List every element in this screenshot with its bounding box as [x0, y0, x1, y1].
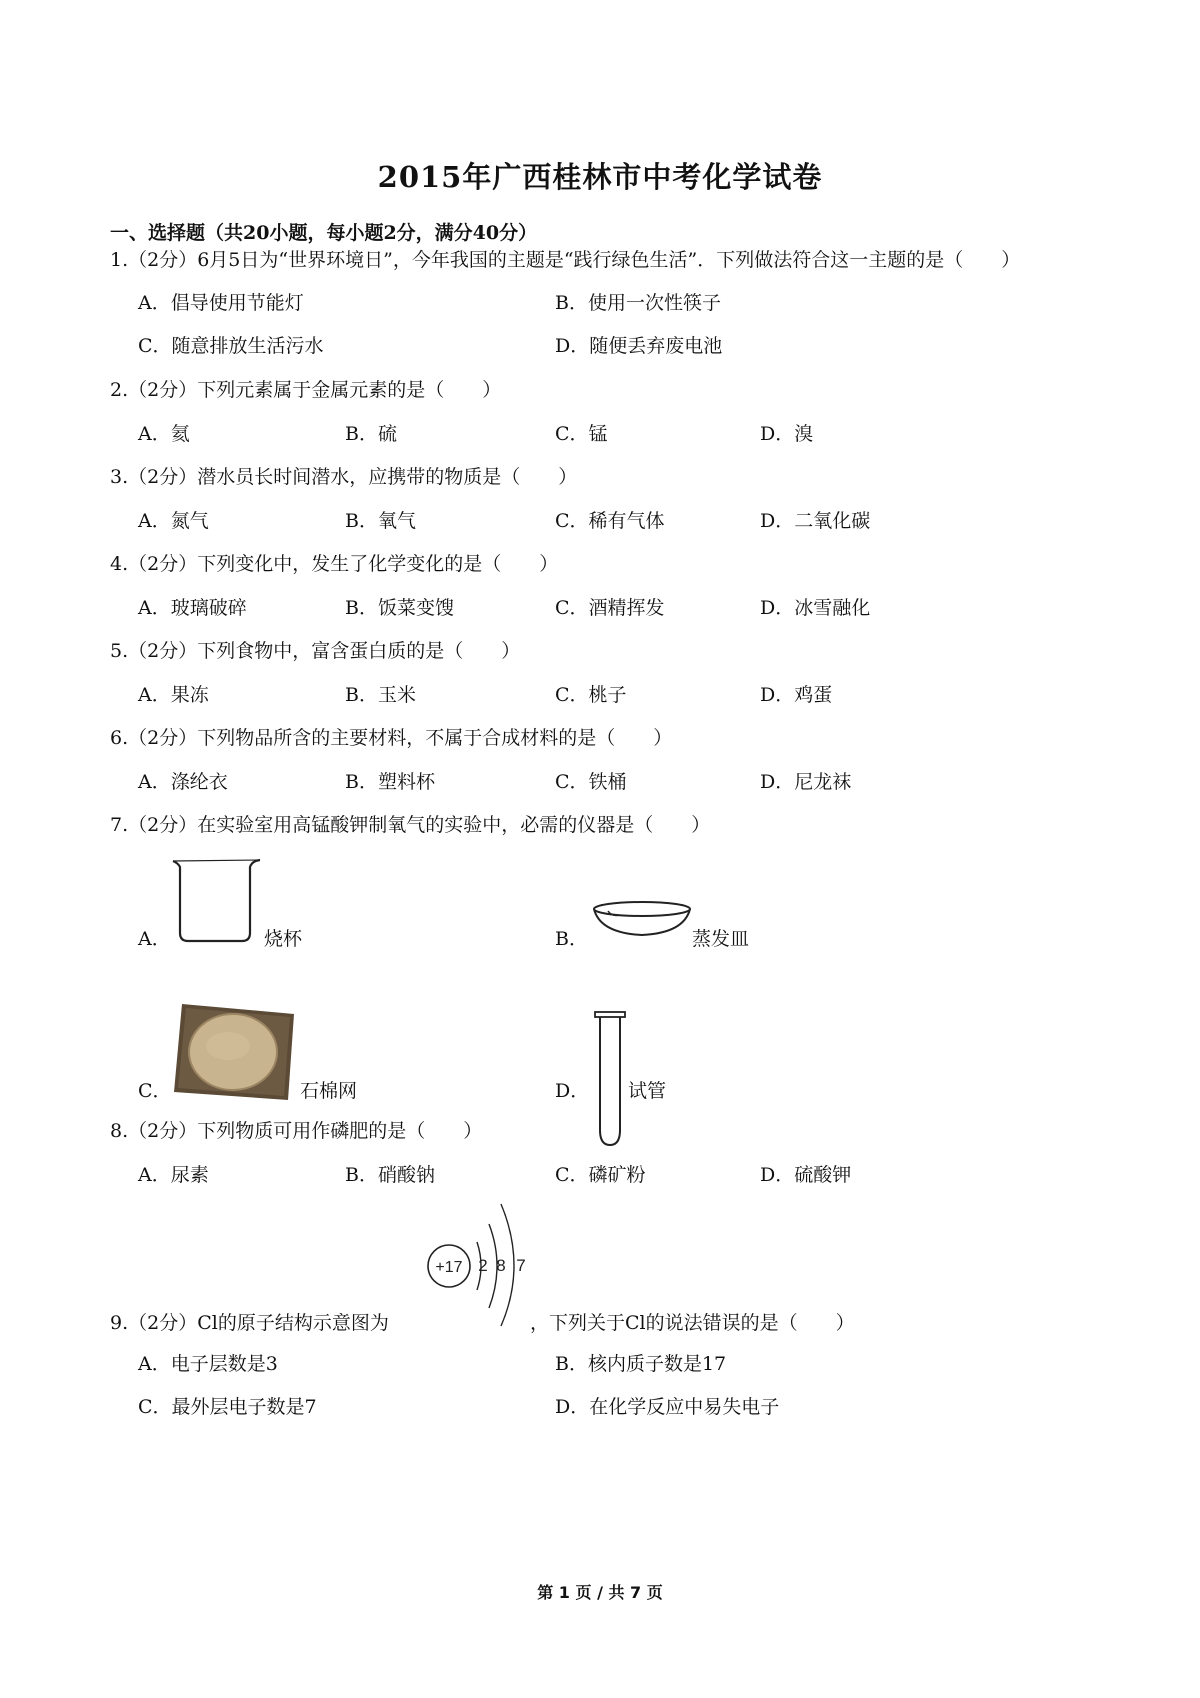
q4-option-d: D．冰雪融化	[760, 597, 871, 619]
q6-option-b: B．塑料杯	[345, 771, 435, 793]
q7-option-b-caption: 蒸发皿	[692, 928, 750, 950]
q7-option-b-letter: B．	[555, 928, 588, 950]
q8-option-b: B．硝酸钠	[345, 1164, 435, 1186]
nucleus-charge: +17	[435, 1259, 463, 1276]
question-9-stem-before: 9.（2分）Cl的原子结构示意图为	[110, 1312, 389, 1334]
question-6-stem: 6.（2分）下列物品所含的主要材料，不属于合成材料的是（ ）	[110, 727, 673, 749]
q7-option-a-letter: A．	[138, 928, 171, 950]
q9-option-a: A．电子层数是3	[138, 1353, 278, 1375]
page-title: 2015年广西桂林市中考化学试卷	[377, 160, 823, 194]
q8-option-c: C．磷矿粉	[555, 1164, 646, 1186]
q1-option-a: A．倡导使用节能灯	[138, 292, 304, 314]
page-footer: 第 1 页 / 共 7 页	[537, 1583, 663, 1602]
asbestos-gauze-icon	[170, 1002, 300, 1102]
question-8-stem: 8.（2分）下列物质可用作磷肥的是（ ）	[110, 1120, 483, 1142]
question-9-stem-after: ，下列关于Cl的说法错误的是（ ）	[530, 1312, 855, 1334]
q9-option-c: C．最外层电子数是7	[138, 1396, 317, 1418]
q2-option-b: B．硫	[345, 423, 397, 445]
q9-option-d: D．在化学反应中易失电子	[555, 1396, 780, 1418]
q2-option-c: C．锰	[555, 423, 608, 445]
question-4-stem: 4.（2分）下列变化中，发生了化学变化的是（ ）	[110, 553, 559, 575]
q8-option-d: D．硫酸钾	[760, 1164, 852, 1186]
section-heading: 一、选择题（共20小题，每小题2分，满分40分）	[110, 222, 538, 244]
q4-option-c: C．酒精挥发	[555, 597, 665, 619]
q2-option-d: D．溴	[760, 423, 814, 445]
beaker-icon	[170, 855, 262, 945]
q6-option-c: C．铁桶	[555, 771, 627, 793]
q4-option-a: A．玻璃破碎	[138, 597, 247, 619]
question-3-stem: 3.（2分）潜水员长时间潜水，应携带的物质是（ ）	[110, 466, 578, 488]
q6-option-d: D．尼龙袜	[760, 771, 852, 793]
q5-option-c: C．桃子	[555, 684, 627, 706]
q3-option-d: D．二氧化碳	[760, 510, 871, 532]
question-1-stem: 1.（2分）6月5日为“世界环境日”，今年我国的主题是“践行绿色生活”．下列做法符合这一主题的是（ ）	[110, 249, 1021, 271]
atom-structure-diagram	[425, 1198, 545, 1328]
q7-option-d-caption: 试管	[628, 1080, 667, 1102]
question-7-stem: 7.（2分）在实验室用高锰酸钾制氧气的实验中，必需的仪器是（ ）	[110, 814, 711, 836]
shell-1-electrons: 2	[478, 1256, 488, 1275]
shell-2-electrons: 8	[496, 1256, 506, 1275]
q7-option-d-letter: D．	[555, 1080, 590, 1102]
question-2-stem: 2.（2分）下列元素属于金属元素的是（ ）	[110, 379, 502, 401]
q5-option-b: B．玉米	[345, 684, 416, 706]
evaporating-dish-icon	[590, 895, 694, 945]
q5-option-d: D．鸡蛋	[760, 684, 833, 706]
q1-option-b: B．使用一次性筷子	[555, 292, 721, 314]
q1-option-d: D．随便丢弃废电池	[555, 335, 723, 357]
q1-option-c: C．随意排放生活污水	[138, 335, 324, 357]
q3-option-b: B．氧气	[345, 510, 416, 532]
q9-option-b: B．核内质子数是17	[555, 1353, 727, 1375]
question-5-stem: 5.（2分）下列食物中，富含蛋白质的是（ ）	[110, 640, 521, 662]
q4-option-b: B．饭菜变馊	[345, 597, 454, 619]
q7-option-c-caption: 石棉网	[300, 1080, 358, 1102]
q3-option-c: C．稀有气体	[555, 510, 665, 532]
shell-3-electrons: 7	[516, 1256, 526, 1275]
q5-option-a: A．果冻	[138, 684, 209, 706]
q6-option-a: A．涤纶衣	[138, 771, 228, 793]
q8-option-a: A．尿素	[138, 1164, 209, 1186]
q7-option-c-letter: C．	[138, 1080, 172, 1102]
q3-option-a: A．氮气	[138, 510, 209, 532]
q2-option-a: A．氦	[138, 423, 190, 445]
q7-option-a-caption: 烧杯	[264, 928, 303, 950]
test-tube-icon	[592, 1010, 632, 1150]
